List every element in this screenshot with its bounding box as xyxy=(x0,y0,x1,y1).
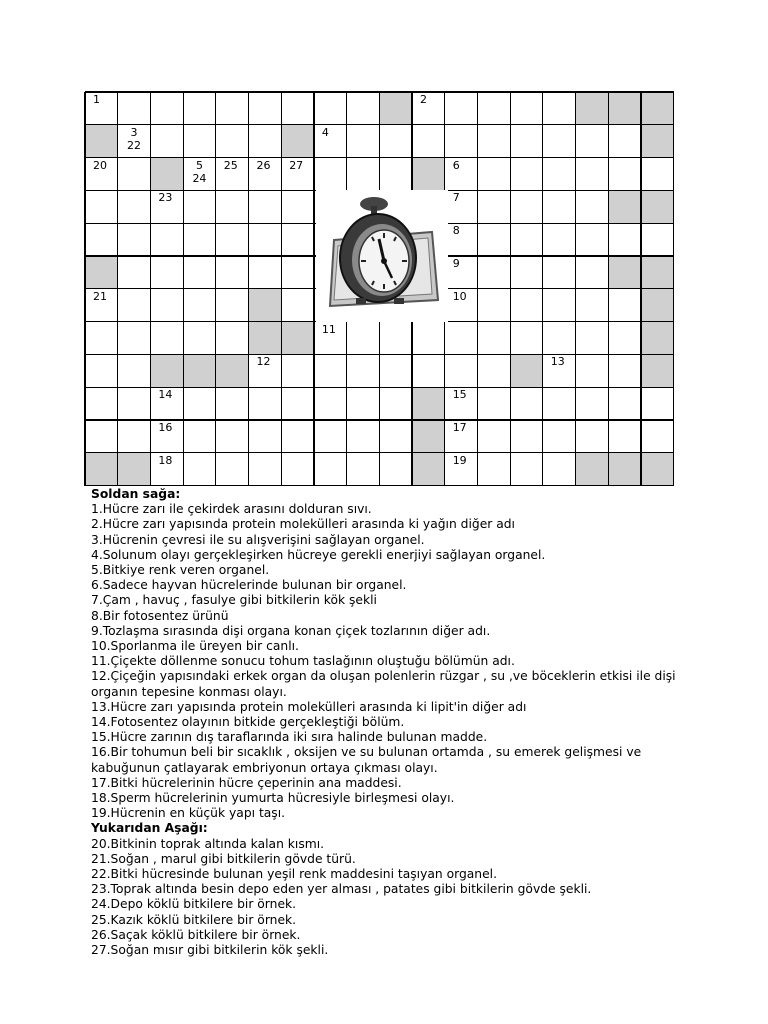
grid-cell xyxy=(576,223,609,256)
grid-cell xyxy=(477,289,510,322)
grid-cell xyxy=(347,92,380,125)
grid-cell xyxy=(249,190,282,223)
grid-cell xyxy=(347,387,380,420)
clue-item: 5.Bitkiye renk veren organel. xyxy=(91,563,270,578)
grid-cell xyxy=(85,125,118,158)
grid-cell xyxy=(576,354,609,387)
clue-item: 24.Depo köklü bitkilere bir örnek. xyxy=(91,897,297,912)
grid-cell xyxy=(281,190,314,223)
grid-cell xyxy=(477,190,510,223)
grid-cell xyxy=(510,354,543,387)
grid-cell xyxy=(379,125,412,158)
grid-cell xyxy=(85,223,118,256)
grid-cell xyxy=(85,256,118,289)
grid-cell xyxy=(249,387,282,420)
clue-number: 11 xyxy=(321,322,336,336)
clue-item: 17.Bitki hücrelerinin hücre çeperinin ana maddesi. xyxy=(91,775,402,790)
grid-cell xyxy=(347,453,380,486)
grid-cell xyxy=(150,158,183,191)
grid-cell xyxy=(216,92,249,125)
grid-cell xyxy=(510,190,543,223)
grid-cell xyxy=(118,289,151,322)
grid-cell xyxy=(543,158,576,191)
grid-cell xyxy=(281,387,314,420)
grid-cell xyxy=(477,387,510,420)
grid-cell xyxy=(150,125,183,158)
clue-number: 13 xyxy=(550,355,565,369)
clue-item: 26.Saçak köklü bitkilere bir örnek. xyxy=(91,927,301,942)
grid-cell xyxy=(412,92,445,125)
grid-cell xyxy=(641,289,674,322)
grid-cell xyxy=(576,453,609,486)
clue-item: 1.Hücre zarı ile çekirdek arasını dolduran sıvı. xyxy=(91,502,372,517)
grid-cell xyxy=(150,223,183,256)
grid-cell xyxy=(281,223,314,256)
grid-cell xyxy=(183,125,216,158)
clue-number: 22 xyxy=(127,138,142,152)
grid-cell xyxy=(85,354,118,387)
grid-cell xyxy=(510,158,543,191)
grid-cell xyxy=(281,420,314,453)
clue-number: 14 xyxy=(158,388,173,402)
clue-item: 15.Hücre zarının dış taraflarında iki sıra halinde bulunan madde. xyxy=(91,730,488,745)
grid-cell xyxy=(641,354,674,387)
grid-cell xyxy=(183,453,216,486)
grid-cell xyxy=(85,92,118,125)
grid-cell xyxy=(249,125,282,158)
grid-cell xyxy=(281,453,314,486)
clue-number: 21 xyxy=(93,289,107,303)
clue-number: 10 xyxy=(452,289,467,303)
grid-cell xyxy=(85,322,118,355)
clue-item: 7.Çam , havuç , fasulye gibi bitkilerin kök şekli xyxy=(91,593,377,608)
grid-cell xyxy=(543,289,576,322)
grid-cell xyxy=(379,158,412,191)
grid-cell xyxy=(608,420,641,453)
grid-cell xyxy=(608,92,641,125)
grid-cell xyxy=(249,453,282,486)
grid-cell xyxy=(641,158,674,191)
grid-cell xyxy=(216,322,249,355)
grid-line xyxy=(510,92,511,486)
grid-line xyxy=(183,92,184,486)
grid-cell xyxy=(543,420,576,453)
grid-cell xyxy=(118,256,151,289)
grid-line xyxy=(477,92,478,486)
grid-cell xyxy=(510,453,543,486)
grid-cell xyxy=(216,125,249,158)
grid-cell xyxy=(608,354,641,387)
grid-cell xyxy=(543,322,576,355)
grid-cell xyxy=(543,453,576,486)
grid-cell xyxy=(445,92,478,125)
grid-cell xyxy=(477,322,510,355)
clue-item: 16.Bir tohumun beli bir sıcaklık , oksijen ve su bulunan ortamda , su emerek gelişmesi ve kabuğunun çatlayarak embriyonun ortaya çıkması olayı. xyxy=(91,745,642,775)
grid-cell xyxy=(576,190,609,223)
clue-number: 26 xyxy=(256,158,271,172)
grid-cell xyxy=(314,420,347,453)
grid-cell xyxy=(445,223,478,256)
grid-cell xyxy=(608,125,641,158)
grid-cell xyxy=(249,289,282,322)
grid-cell xyxy=(118,420,151,453)
grid-cell xyxy=(281,322,314,355)
clue-number: 7 xyxy=(452,191,460,205)
grid-cell xyxy=(314,125,347,158)
grid-cell xyxy=(445,158,478,191)
grid-cell xyxy=(314,158,347,191)
grid-cell xyxy=(477,92,510,125)
grid-cell xyxy=(281,289,314,322)
grid-cell xyxy=(183,190,216,223)
grid-cell xyxy=(445,256,478,289)
grid-cell xyxy=(216,289,249,322)
grid-cell xyxy=(379,92,412,125)
grid-cell xyxy=(477,223,510,256)
grid-cell xyxy=(347,354,380,387)
clue-number: 1 xyxy=(93,93,100,106)
grid-cell xyxy=(216,190,249,223)
clue-number: 12 xyxy=(256,355,271,369)
grid-cell xyxy=(150,354,183,387)
grid-cell xyxy=(608,289,641,322)
grid-cell xyxy=(118,92,151,125)
grid-cell xyxy=(576,387,609,420)
grid-cell xyxy=(379,387,412,420)
grid-cell xyxy=(510,92,543,125)
clue-item: 2.Hücre zarı yapısında protein molekülleri arasında ki yağın diğer adı xyxy=(91,517,515,532)
grid-line xyxy=(542,92,543,486)
grid-cell xyxy=(641,92,674,125)
grid-line xyxy=(248,92,249,486)
grid-cell xyxy=(608,387,641,420)
grid-cell xyxy=(379,354,412,387)
grid-cell xyxy=(183,223,216,256)
grid-cell xyxy=(412,125,445,158)
grid-line xyxy=(313,92,314,486)
clue-number: 3 xyxy=(130,125,138,139)
grid-cell xyxy=(641,256,674,289)
grid-cell xyxy=(641,223,674,256)
grid-cell xyxy=(608,322,641,355)
grid-cell xyxy=(347,158,380,191)
grid-cell xyxy=(150,256,183,289)
grid-cell xyxy=(576,322,609,355)
grid-cell xyxy=(183,354,216,387)
clue-item: 8.Bir fotosentez ürünü xyxy=(91,608,229,623)
grid-cell xyxy=(477,256,510,289)
clue-number: 25 xyxy=(223,158,238,172)
grid-cell xyxy=(379,322,412,355)
grid-cell xyxy=(412,158,445,191)
clue-number: 6 xyxy=(452,158,460,172)
grid-cell xyxy=(85,387,118,420)
grid-cell xyxy=(85,420,118,453)
clue-item: 22.Bitki hücresinde bulunan yeşil renk maddesini taşıyan organel. xyxy=(91,867,497,882)
grid-cell xyxy=(477,158,510,191)
grid-cell xyxy=(641,190,674,223)
grid-line xyxy=(84,92,85,486)
down-heading: Yukarıdan Aşağı: xyxy=(91,821,208,836)
grid-cell xyxy=(543,125,576,158)
grid-cell xyxy=(216,354,249,387)
grid-cell xyxy=(412,387,445,420)
grid-cell xyxy=(85,453,118,486)
grid-cell xyxy=(216,387,249,420)
grid-cell xyxy=(183,289,216,322)
grid-cell xyxy=(641,125,674,158)
clue-number: 24 xyxy=(192,171,207,185)
across-clues xyxy=(91,502,691,821)
grid-cell xyxy=(216,453,249,486)
grid-cell xyxy=(608,223,641,256)
clue-number: 8 xyxy=(452,224,460,238)
grid-cell xyxy=(412,453,445,486)
grid-cell xyxy=(510,125,543,158)
grid-cell xyxy=(576,256,609,289)
across-heading: Soldan sağa: xyxy=(91,487,181,501)
grid-cell xyxy=(281,125,314,158)
grid-cell xyxy=(477,453,510,486)
clue-number: 19 xyxy=(452,453,467,467)
grid-line xyxy=(640,92,641,486)
grid-cell xyxy=(118,322,151,355)
grid-cell xyxy=(118,453,151,486)
grid-cell xyxy=(347,420,380,453)
grid-cell xyxy=(183,322,216,355)
grid-cell xyxy=(85,190,118,223)
grid-cell xyxy=(150,289,183,322)
clue-item: 21.Soğan , marul gibi bitkilerin gövde türü. xyxy=(91,851,356,866)
grid-cell xyxy=(314,92,347,125)
grid-cell xyxy=(118,354,151,387)
grid-cell xyxy=(543,387,576,420)
grid-cell xyxy=(543,256,576,289)
grid-cell xyxy=(249,322,282,355)
clue-number: 27 xyxy=(289,158,304,172)
grid-cell xyxy=(510,223,543,256)
clue-item: 20.Bitkinin toprak altında kalan kısmı. xyxy=(91,836,325,851)
grid-cell xyxy=(118,190,151,223)
clue-number: 18 xyxy=(158,453,173,467)
grid-cell xyxy=(314,354,347,387)
grid-cell xyxy=(412,354,445,387)
grid-cell xyxy=(543,190,576,223)
grid-cell xyxy=(150,92,183,125)
clue-number: 16 xyxy=(158,421,173,434)
clue-item: 19.Hücrenin en küçük yapı taşı. xyxy=(91,806,286,821)
grid-cell xyxy=(641,322,674,355)
grid-cell xyxy=(150,322,183,355)
clue-number: 23 xyxy=(158,191,173,205)
clue-item: 23.Toprak altında besin depo eden yer alması , patates gibi bitkilerin gövde şekli. xyxy=(91,882,592,897)
grid-cell xyxy=(576,92,609,125)
grid-cell xyxy=(445,322,478,355)
grid-cell xyxy=(379,420,412,453)
clue-item: 9.Tozlaşma sırasında dişi organa konan çiçek tozlarının diğer adı. xyxy=(91,623,491,638)
clue-item: 3.Hücrenin çevresi ile su alışverişini sağlayan organel. xyxy=(91,532,425,547)
clue-list xyxy=(91,487,691,958)
grid-cell xyxy=(118,387,151,420)
grid-cell xyxy=(249,223,282,256)
grid-cell xyxy=(412,322,445,355)
grid-cell xyxy=(477,354,510,387)
grid-cell xyxy=(510,322,543,355)
grid-cell xyxy=(314,453,347,486)
grid-cell xyxy=(543,92,576,125)
grid-cell xyxy=(543,223,576,256)
grid-cell xyxy=(608,190,641,223)
grid-cell xyxy=(249,92,282,125)
clue-item: 12.Çiçeğin yapısındaki erkek organ da oluşan polenlerin rüzgar , su ,ve böceklerin etkisi ile dişi organın tepesine konması olayı. xyxy=(91,669,676,699)
clue-number: 9 xyxy=(452,257,460,270)
grid-cell xyxy=(347,125,380,158)
grid-cell xyxy=(510,289,543,322)
grid-cell xyxy=(641,387,674,420)
grid-cell xyxy=(445,190,478,223)
grid-cell xyxy=(576,420,609,453)
grid-cell xyxy=(347,322,380,355)
grid-cell xyxy=(183,387,216,420)
grid-cell xyxy=(183,420,216,453)
grid-cell xyxy=(576,289,609,322)
grid-cell xyxy=(412,420,445,453)
clue-number: 5 xyxy=(195,158,203,172)
grid-cell xyxy=(379,453,412,486)
grid-cell xyxy=(216,223,249,256)
grid-line xyxy=(215,92,216,486)
grid-cell xyxy=(183,92,216,125)
grid-cell xyxy=(216,256,249,289)
grid-cell xyxy=(608,256,641,289)
clue-item: 27.Soğan mısır gibi bitkilerin kök şekli. xyxy=(91,943,329,958)
grid-cell xyxy=(641,420,674,453)
grid-cell xyxy=(118,158,151,191)
grid-cell xyxy=(510,256,543,289)
grid-cell xyxy=(477,420,510,453)
grid-cell xyxy=(641,453,674,486)
grid-cell xyxy=(281,354,314,387)
grid-cell xyxy=(445,354,478,387)
grid-cell xyxy=(608,158,641,191)
clue-item: 10.Sporlanma ile üreyen bir canlı. xyxy=(91,639,299,654)
grid-cell xyxy=(510,387,543,420)
clue-number: 15 xyxy=(452,388,467,402)
clue-number: 2 xyxy=(420,93,427,106)
clue-number: 4 xyxy=(321,125,329,139)
grid-cell xyxy=(183,256,216,289)
grid-cell xyxy=(576,158,609,191)
grid-cell xyxy=(249,420,282,453)
grid-line xyxy=(281,92,282,486)
grid-cell xyxy=(576,125,609,158)
grid-cell xyxy=(216,420,249,453)
clue-item: 11.Çiçekte döllenme sonucu tohum taslağının oluştuğu bölümün adı. xyxy=(91,654,515,669)
grid-cell xyxy=(118,223,151,256)
clue-item: 6.Sadece hayvan hücrelerinde bulunan bir organel. xyxy=(91,578,407,593)
grid-line xyxy=(575,92,576,486)
clue-item: 14.Fotosentez olayının bitkide gerçekleştiği bölüm. xyxy=(91,715,405,730)
clue-item: 13.Hücre zarı yapısında protein molekülleri arasında ki lipit'in diğer adı xyxy=(91,699,527,714)
grid-cell xyxy=(281,92,314,125)
grid-line xyxy=(673,92,674,486)
down-clues xyxy=(91,837,691,959)
alarm-clock-icon xyxy=(316,190,448,322)
clue-number: 17 xyxy=(452,421,467,434)
grid-cell xyxy=(445,125,478,158)
grid-cell xyxy=(249,256,282,289)
grid-cell xyxy=(281,256,314,289)
clue-item: 18.Sperm hücrelerinin yumurta hücresiyle birleşmesi olayı. xyxy=(91,791,455,806)
clue-item: 4.Solunum olayı gerçekleşirken hücreye gerekli enerjiyi sağlayan organel. xyxy=(91,547,546,562)
grid-cell xyxy=(314,387,347,420)
clue-item: 25.Kazık köklü bitkilere bir örnek. xyxy=(91,912,297,927)
grid-cell xyxy=(477,125,510,158)
grid-cell xyxy=(608,453,641,486)
grid-line xyxy=(608,92,609,486)
grid-cell xyxy=(510,420,543,453)
clue-number: 20 xyxy=(93,158,107,172)
